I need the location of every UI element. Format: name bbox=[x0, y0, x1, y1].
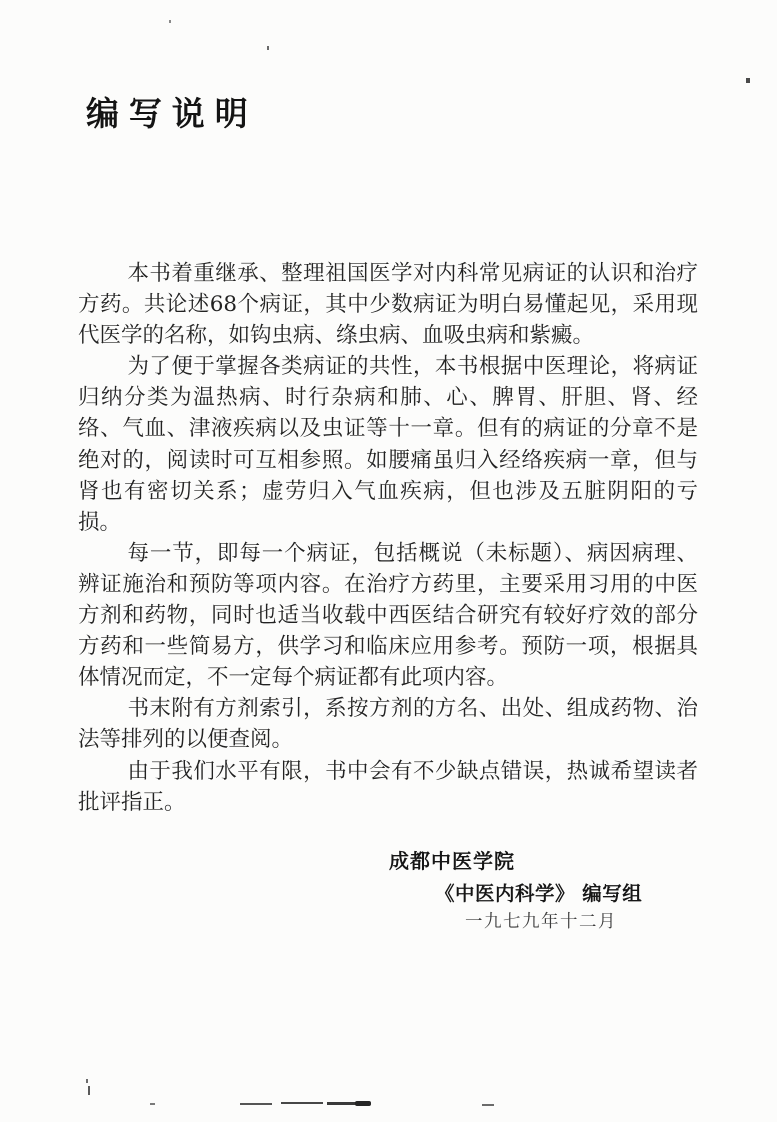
text-line: 法等排列的以便查阅。 bbox=[78, 727, 294, 753]
text-line: 批评指正。 bbox=[78, 789, 186, 815]
scan-artifact bbox=[169, 20, 171, 23]
scan-artifact bbox=[150, 1103, 155, 1105]
text-line: 每一节，即每一个病证，包括概说（未标题）、病因病理、 bbox=[127, 540, 698, 566]
text-line: 归纳分类为温热病、时行杂病和肺、心、脾胃、肝胆、肾、经 bbox=[78, 385, 698, 411]
signature-org: 成都中医学院 bbox=[389, 849, 515, 873]
paragraph bbox=[78, 258, 698, 351]
scan-artifact bbox=[267, 46, 269, 50]
text-line: 体情况而定，不一定每个病证都有此项内容。 bbox=[78, 665, 509, 691]
page-title: 编写说明 bbox=[86, 94, 258, 133]
signature-date: 一九七九年十二月 bbox=[465, 912, 617, 932]
text-line: 代医学的名称，如钩虫病、绦虫病、血吸虫病和紫癜。 bbox=[78, 323, 595, 349]
scan-artifact bbox=[88, 1086, 90, 1095]
body-text bbox=[78, 258, 698, 818]
text-line: 绝对的，阅读时可互相参照。如腰痛虽归入经络疾病一章，但与 bbox=[78, 447, 698, 473]
scan-artifact bbox=[482, 1104, 494, 1106]
paragraph bbox=[78, 351, 698, 538]
text-line: 由于我们水平有限，书中会有不少缺点错误，热诚希望读者 bbox=[127, 758, 698, 784]
scan-artifact bbox=[355, 1101, 371, 1106]
text-line: 损。 bbox=[78, 509, 122, 535]
text-line: 络、气血、津液疾病以及虫证等十一章。但有的病证的分章不是 bbox=[78, 416, 698, 442]
scan-artifact bbox=[746, 78, 750, 83]
text-line: 本书着重继承、整理祖国医学对内科常见病证的认识和治疗 bbox=[127, 261, 698, 286]
paragraph bbox=[78, 756, 698, 818]
scan-artifact bbox=[281, 1102, 323, 1104]
text-line: 肾也有密切关系；虚劳归入气血疾病，但也涉及五脏阴阳的亏 bbox=[78, 478, 698, 504]
paragraph bbox=[78, 693, 698, 755]
scan-artifact bbox=[327, 1102, 357, 1105]
signature-group: 《中医内科学》 编写组 bbox=[435, 882, 643, 905]
text-line: 方药和一些简易方，供学习和临床应用参考。预防一项，根据具 bbox=[78, 634, 698, 660]
paragraph bbox=[78, 538, 698, 693]
text-line: 为了便于掌握各类病证的共性，本书根据中医理论，将病证 bbox=[127, 354, 698, 380]
text-line: 书末附有方剂索引，系按方剂的方名、出处、组成药物、治 bbox=[127, 696, 698, 722]
scan-artifact bbox=[86, 1079, 88, 1083]
text-line: 辨证施治和预防等项内容。在治疗方药里，主要采用习用的中医 bbox=[78, 571, 698, 597]
scan-artifact bbox=[240, 1103, 272, 1105]
text-line: 方药。共论述68个病证，其中少数病证为明白易懂起见，采用现 bbox=[78, 292, 698, 318]
text-line: 方剂和药物，同时也适当收载中西医结合研究有较好疗效的部分 bbox=[78, 603, 698, 629]
